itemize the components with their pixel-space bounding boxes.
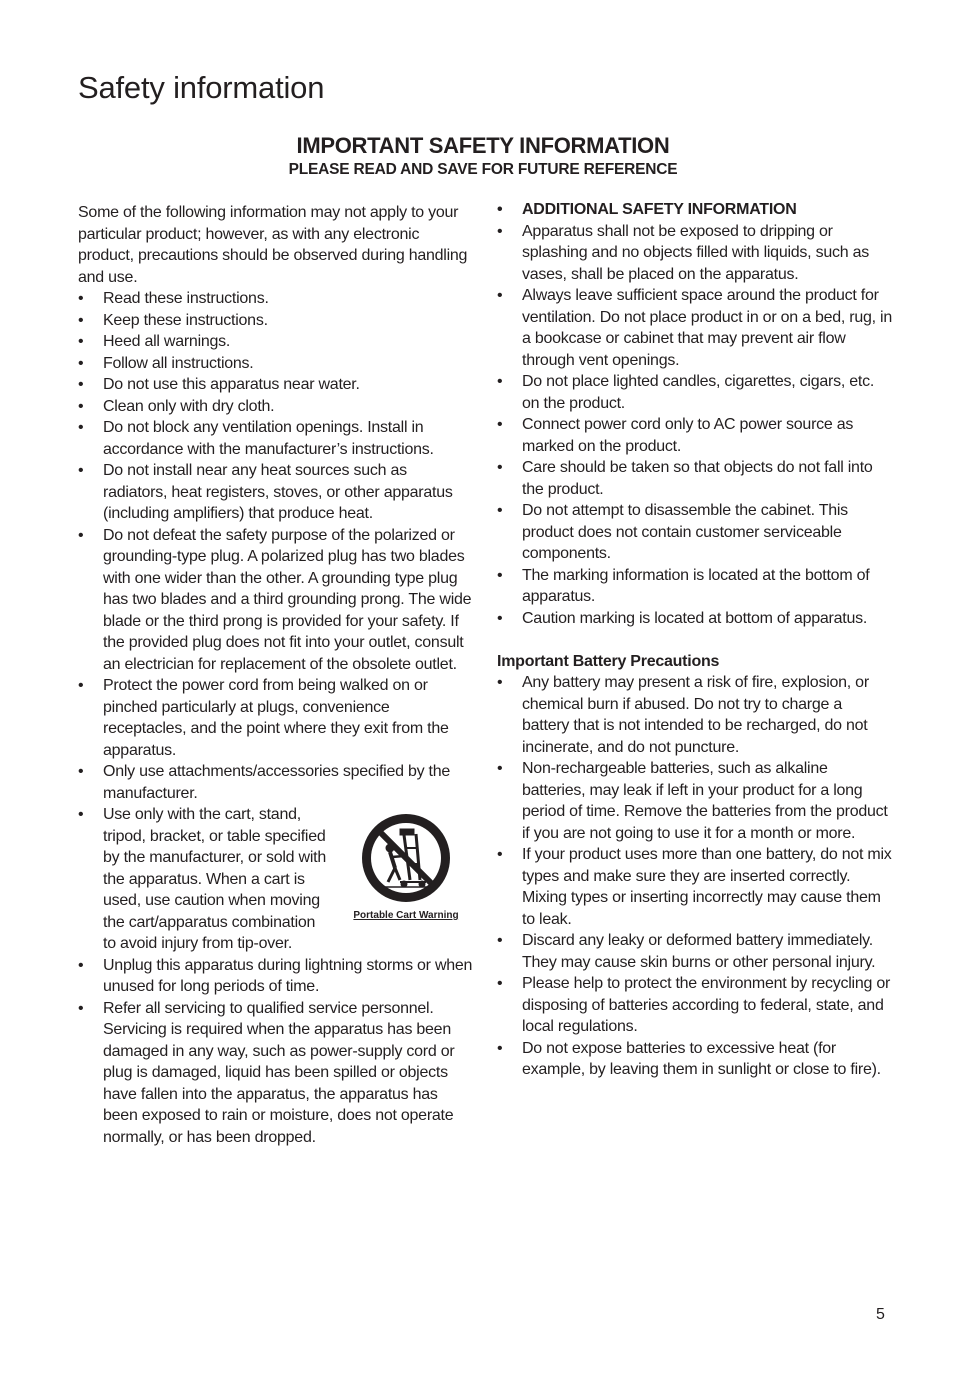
portable-cart-warning-icon — [360, 812, 452, 904]
list-item: • Heed all warnings. — [78, 331, 474, 353]
cart-warning-figure — [340, 812, 472, 922]
list-item-cart — [78, 804, 474, 955]
main-heading: IMPORTANT SAFETY INFORMATION — [296, 133, 670, 158]
list-item: • Non-rechargeable batteries, such as alkaline batteries, may leak if left in your product for a long period of time. Remove the batteries from the product if you are not going to use it for a month or more. — [497, 758, 893, 844]
additional-safety-list — [497, 199, 893, 629]
list-item: • Always leave sufficient space around the product for ventilation. Do not place product in or on a bed, rug, in a bookcase or cabinet that may prevent air flow through vent openings. — [497, 285, 893, 371]
list-item: • Keep these instructions. — [78, 310, 474, 332]
list-item: • Only use attachments/accessories specified by the manufacturer. — [78, 761, 474, 804]
list-item: • Read these instructions. — [78, 288, 474, 310]
cart-item-text: • Use only with the cart, stand, tripod, bracket, or table specified by the manufacturer, or sold with the apparatus. When a cart is used, use caution when moving the cart/apparatus combination to avoid injury from tip-over. — [103, 806, 326, 952]
sub-heading: PLEASE READ AND SAVE FOR FUTURE REFERENCE — [288, 161, 678, 178]
list-item: • Follow all instructions. — [78, 353, 474, 375]
list-item: • Do not defeat the safety purpose of the polarized or grounding-type plug. A polarized plug has two blades with one wider than the other. A grounding type plug has two blades and a third grounding prong. The wide blade or the third prong is provided for your safety. If the provided plug does not fit into your outlet, consult an electrician for replacement of the obsolete outlet. — [78, 525, 474, 676]
list-item: • Unplug this apparatus during lightning storms or when unused for long periods of time. — [78, 955, 474, 998]
list-item: • The marking information is located at the bottom of apparatus. — [497, 565, 893, 608]
page-title: Safety information — [78, 70, 325, 105]
list-item: • Refer all servicing to qualified service personnel. Servicing is required when the apparatus has been damaged in any way, such as power-supply cord or plug is damaged, liquid has been spilled or objects have fallen into the apparatus, the apparatus has been exposed to rain or moisture, does not operate normally, or has been dropped. — [78, 998, 474, 1149]
list-item: • Caution marking is located at bottom of apparatus. — [497, 608, 893, 630]
list-item: • Do not use this apparatus near water. — [78, 374, 474, 396]
list-item: • If your product uses more than one battery, do not mix types and make sure they are inserted correctly. Mixing types or inserting incorrectly may cause them to leak. — [497, 844, 893, 930]
right-column — [497, 199, 893, 1081]
list-item: • Please help to protect the environment by recycling or disposing of batteries according to federal, state, and local regulations. — [497, 973, 893, 1038]
list-item: • Do not block any ventilation openings. Install in accordance with the manufacturer’s instructions. — [78, 417, 474, 460]
list-item: • Do not attempt to disassemble the cabinet. This product does not contain customer serviceable components. — [497, 500, 893, 565]
list-item: • Apparatus shall not be exposed to dripping or splashing and no objects filled with liquids, such as vases, shall be placed on the apparatus. — [497, 221, 893, 286]
list-item: • Discard any leaky or deformed battery immediately. They may cause skin burns or other personal injury. — [497, 930, 893, 973]
battery-precautions-heading: Important Battery Precautions — [497, 652, 720, 670]
list-item: • Protect the power cord from being walked on or pinched particularly at plugs, convenience receptacles, and the point where they exit from the apparatus. — [78, 675, 474, 761]
list-item: • Do not expose batteries to excessive heat (for example, by leaving them in sunlight or close to fire). — [497, 1038, 893, 1081]
list-item: • Clean only with dry cloth. — [78, 396, 474, 418]
left-column — [78, 202, 474, 1148]
list-item: • Do not place lighted candles, cigarettes, cigars, etc. on the product. — [497, 371, 893, 414]
additional-safety-heading: • ADDITIONAL SAFETY INFORMATION — [497, 199, 893, 221]
page-number: 5 — [876, 1306, 885, 1323]
list-item: • Any battery may present a risk of fire, explosion, or chemical burn if abused. Do not try to charge a battery that is not intended to be recharged, do not incinerate, and do not puncture. — [497, 672, 893, 758]
list-item: • Connect power cord only to AC power source as marked on the product. — [497, 414, 893, 457]
list-item: • Care should be taken so that objects do not fall into the product. — [497, 457, 893, 500]
battery-precautions-list — [497, 672, 893, 1081]
intro-paragraph: Some of the following information may not apply to your particular product; however, as with any electronic product, precautions should be observed during handling and use. — [78, 204, 468, 286]
safety-instructions-list — [78, 288, 474, 1148]
list-item: • Do not install near any heat sources such as radiators, heat registers, stoves, or other apparatus (including amplifiers) that produce heat. — [78, 460, 474, 525]
cart-warning-caption: Portable Cart Warning — [353, 910, 459, 921]
